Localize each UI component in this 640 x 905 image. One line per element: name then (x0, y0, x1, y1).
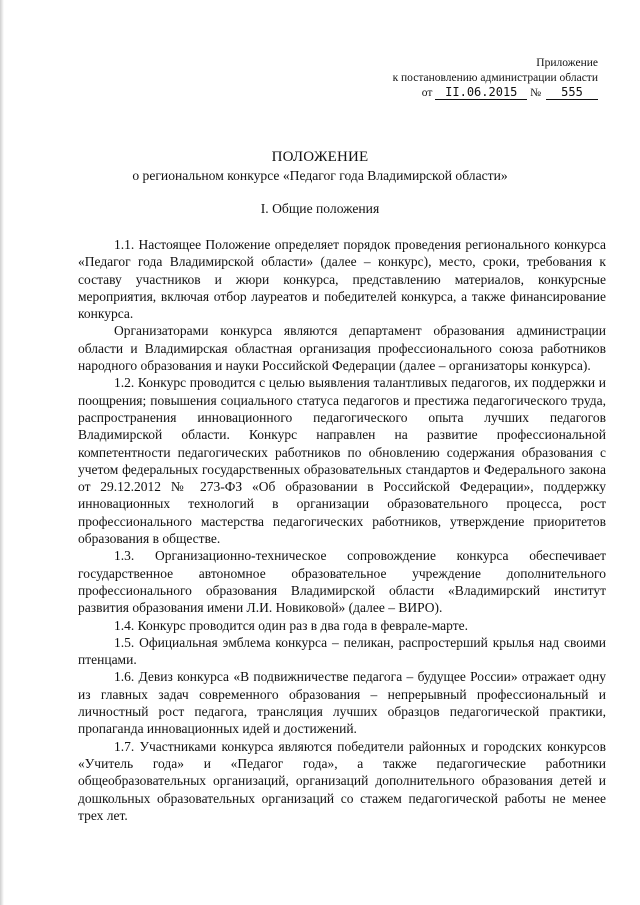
paragraph: 1.2. Конкурс проводится с целью выявления талантливых педагогов, их поддержки и поощрения; повышения социального статуса педагогов и престижа педагогического труда, распространения инновационного педагогического опыта лучших педагогов Владимирской области. Конкурс направлен на развитие профессиональной компетентности педагогических работников по обновлению содержания образования с учетом федеральных государственных образовательных стандартов и Федерального закона от 29.12.2012 № 273-ФЗ «Об образовании в Российской Федерации», поддержку инновационных технологий в организации образовательного процесса, рост профессионального мастерства педагогических работников, утверждение приоритетов образования в обществе. (78, 375, 606, 547)
resolution-number: 555 (546, 86, 598, 100)
paragraph: Организаторами конкурса являются департамент образования администрации области и Владимирская областная организация профессионального союза работников народного образования и науки Российской Федерации (далее – организаторы конкурса). (78, 323, 606, 374)
paragraph: 1.4. Конкурс проводится один раз в два года в феврале-марте. (114, 617, 468, 633)
appendix-date-number-line (393, 86, 598, 101)
document-title: ПОЛОЖЕНИЕ (271, 149, 369, 165)
resolution-date: II.06.2015 (435, 86, 527, 100)
document-subtitle: о региональном конкурсе «Педагог года Владимирской области» (132, 168, 508, 183)
number-prefix: № (530, 87, 542, 99)
date-prefix: от (421, 87, 433, 99)
appendix-block (393, 56, 598, 101)
paragraph: 1.6. Девиз конкурса «В подвижничестве педагога – будущее России» отражает одну из главных задач современного образования – непрерывный профессиональный и личностный рост педагога, трансляция лучших образцов педагогической практики, пропаганда инновационных идей и достижений. (78, 669, 606, 737)
paragraph: 1.1. Настоящее Положение определяет порядок проведения регионального конкурса «Педагог года Владимирской области» (далее – конкурс), место, сроки, требования к составу участников и жюри конкурса, представлению материалов, конкурсные мероприятия, включая отбор лауреатов и победителей конкурса, а также финансирование конкурса. (78, 237, 606, 322)
paragraph: 1.7. Участниками конкурса являются победители районных и городских конкурсов «Учитель года» и «Педагог года», а также педагогические работники общеобразовательных организаций, организаций дополнительного образования детей и дошкольных образовательных организаций со стажем педагогической работы не менее трех лет. (78, 738, 606, 823)
paragraph: 1.3. Организационно-техническое сопровождение конкурса обеспечивает государственное автономное образовательное учреждение дополнительного профессионального образования Владимирской области «Владимирский институт развития образования имени Л.И. Новиковой» (далее – ВИРО). (78, 548, 606, 616)
title-block (0, 148, 640, 185)
appendix-label: Приложение (536, 57, 598, 69)
document-body (78, 236, 606, 824)
paragraph: 1.5. Официальная эмблема конкурса – пеликан, распростерший крылья над своими птенцами. (78, 634, 606, 668)
scan-edge (0, 0, 4, 905)
section-title: I. Общие положения (260, 201, 380, 216)
appendix-resolution-line: к постановлению администрации области (392, 72, 598, 84)
